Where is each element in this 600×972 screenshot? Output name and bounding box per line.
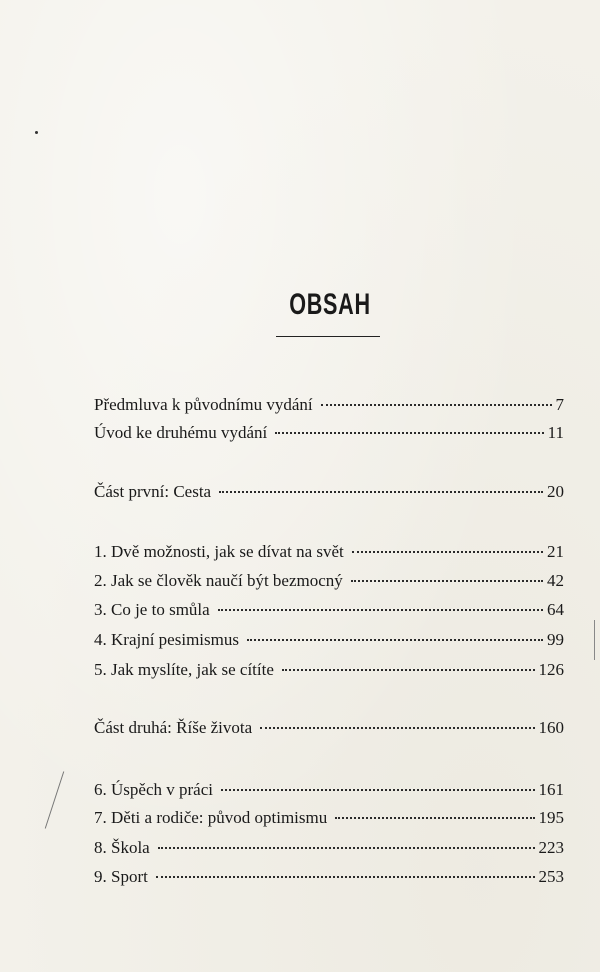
toc-entry-page: 99 xyxy=(547,630,564,649)
toc-entry-page: 126 xyxy=(538,660,564,679)
toc-entry-title: 5. Jak myslíte, jak se cítíte xyxy=(94,660,274,679)
toc-entry-title: Předmluva k původnímu vydání xyxy=(94,395,313,414)
toc-entry-title: Část druhá: Říše života xyxy=(94,718,253,737)
toc-entry-page: 253 xyxy=(538,867,564,886)
toc-entry-title: 1. Dvě možnosti, jak se dívat na svět xyxy=(94,542,344,561)
pencil-mark xyxy=(45,771,64,828)
toc-entry-page: 161 xyxy=(538,780,564,799)
dot-leader xyxy=(260,727,534,729)
toc-entry-page: 21 xyxy=(547,542,564,561)
toc-entry-page: 42 xyxy=(547,571,564,590)
toc-entry-page: 7 xyxy=(555,395,564,414)
toc-entry-page: 20 xyxy=(547,482,564,501)
toc-entry xyxy=(94,807,564,829)
toc-entry xyxy=(94,570,564,592)
toc-entry-title: 3. Co je to smůla xyxy=(94,600,210,619)
dot-leader xyxy=(275,432,543,434)
toc-entry-title: 9. Sport xyxy=(94,867,148,886)
toc-entry-title: Úvod ke druhému vydání xyxy=(94,423,268,442)
toc-entry-page: 160 xyxy=(538,718,564,737)
ink-speck xyxy=(35,131,38,134)
toc-entry-title: Část první: Cesta xyxy=(94,482,212,501)
page-title: OBSAH xyxy=(289,288,371,321)
toc-entry xyxy=(94,394,564,416)
toc-entry xyxy=(94,541,564,563)
toc-entry xyxy=(94,422,564,444)
toc-entry-title: 6. Úspěch v práci xyxy=(94,780,213,799)
toc-entry xyxy=(94,599,564,621)
toc-entry-title: 8. Škola xyxy=(94,838,150,857)
dot-leader xyxy=(158,847,535,849)
toc-entry xyxy=(94,866,564,888)
toc-entry-page: 64 xyxy=(547,600,564,619)
title-underline xyxy=(276,336,380,337)
dot-leader xyxy=(221,789,535,791)
dot-leader xyxy=(282,669,535,671)
dot-leader xyxy=(321,404,552,406)
dot-leader xyxy=(218,609,543,611)
dot-leader xyxy=(335,817,534,819)
page-edge-mark xyxy=(594,620,595,660)
toc-entry-page: 195 xyxy=(538,808,564,827)
dot-leader xyxy=(247,639,543,641)
dot-leader xyxy=(351,580,543,582)
toc-entry-title: 4. Krajní pesimismus xyxy=(94,630,239,649)
toc-entry xyxy=(94,779,564,801)
toc-entry-title: 7. Děti a rodiče: původ optimismu xyxy=(94,808,328,827)
toc-entry-title: 2. Jak se člověk naučí být bezmocný xyxy=(94,571,343,590)
dot-leader xyxy=(352,551,543,553)
toc-entry-page: 11 xyxy=(547,423,564,442)
dot-leader xyxy=(219,491,543,493)
toc-entry xyxy=(94,629,564,651)
toc-entry xyxy=(94,837,564,859)
toc-entry-page: 223 xyxy=(538,838,564,857)
dot-leader xyxy=(156,876,535,878)
toc-section xyxy=(94,717,564,739)
toc-entry xyxy=(94,659,564,681)
toc-section xyxy=(94,481,564,503)
